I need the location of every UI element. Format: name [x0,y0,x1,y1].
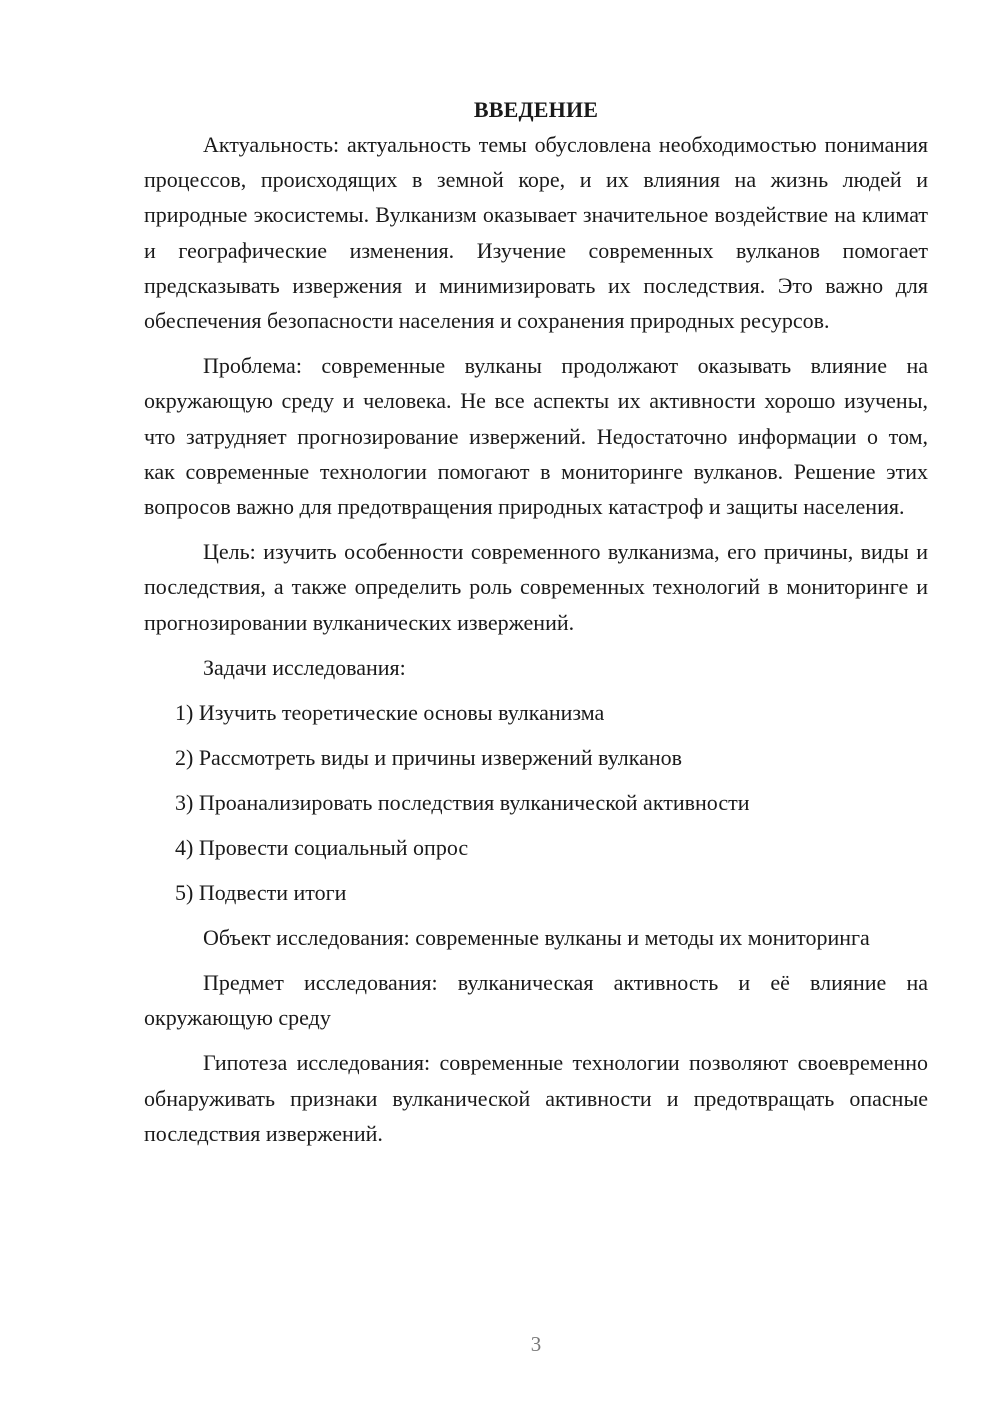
task-item: 4) Провести социальный опрос [175,834,469,860]
hypothesis-paragraph: Гипотеза исследования: современные технологии позволяют своевременно обнаруживать признаки вулканической активности и предотвращать опасные последствия извержений. [144,1050,928,1146]
goal-paragraph: Цель: изучить особенности современного вулканизма, его причины, виды и последствия, а также определить роль современных технологий в мониторинге и прогнозировании вулканических извержений. [144,539,928,635]
page-content [144,92,928,1151]
task-item: 5) Подвести итоги [175,879,347,905]
task-list [144,695,928,910]
problem-paragraph: Проблема: современные вулканы продолжают оказывать влияние на окружающую среду и человека. Не все аспекты их активности хорошо изучены, что затрудняет прогнозирование извержений. Недостаточно информации о том, как современные технологии помогают в мониторинге вулканов. Решение этих вопросов важно для предотвращения природных катастроф и защиты населения. [144,353,928,520]
object-paragraph: Объект исследования: современные вулканы и методы их мониторинга [203,924,870,950]
tasks-heading: Задачи исследования: [203,654,406,680]
task-item: 1) Изучить теоретические основы вулканизма [175,699,605,725]
page-number: 3 [530,1332,542,1356]
subject-paragraph: Предмет исследования: вулканическая активность и её влияние на окружающую среду [144,970,928,1031]
page-title: ВВЕДЕНИЕ [473,97,599,122]
relevance-paragraph: Актуальность: актуальность темы обусловлена необходимостью понимания процессов, происходящих в земной коре, и их влияния на жизнь людей и природные экосистемы. Вулканизм оказывает значительное воздействие на климат и географические изменения. Изучение современных вулканов помогает предсказывать извержения и минимизировать их последствия. Это важно для обеспечения безопасности населения и сохранения природных ресурсов. [144,132,928,334]
task-item: 2) Рассмотреть виды и причины извержений вулканов [175,744,683,770]
task-item: 3) Проанализировать последствия вулканической активности [175,789,750,815]
